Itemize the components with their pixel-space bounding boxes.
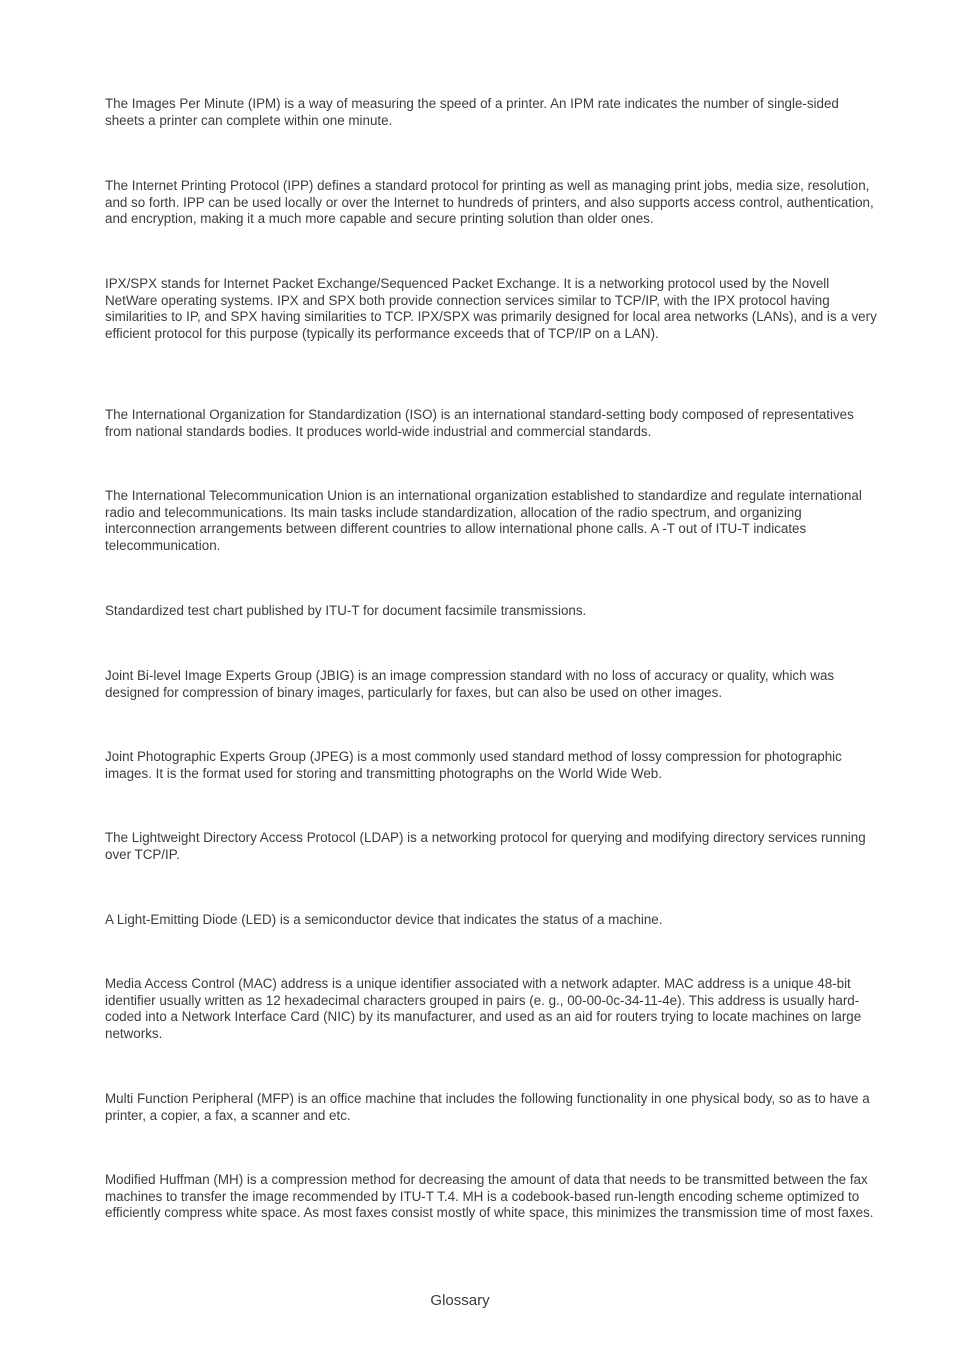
glossary-entry-ldap: The Lightweight Directory Access Protocol (LDAP) is a networking protocol for querying and modifying directory services running over TCP/IP. <box>105 830 866 862</box>
glossary-entry-mfp: Multi Function Peripheral (MFP) is an office machine that includes the following functionality in one physical body, so as to have a printer, a copier, a fax, a scanner and etc. <box>105 1091 870 1123</box>
glossary-entry-mac-address: Media Access Control (MAC) address is a unique identifier associated with a network adapter. MAC address is a unique 48-bit identifier usually written as 12 hexadecimal characters grouped in pairs (e. g., 00-00-0c-34-11-4e). This address is usually hard-coded into a Network Interface Card (NIC) by its manufacturer, and used as an aid for routers trying to locate machines on large networks. <box>105 976 862 1041</box>
glossary-entry-jpeg: Joint Photographic Experts Group (JPEG) is a most commonly used standard method of lossy compression for photographic images. It is the format used for storing and transmitting photographs on the World Wide Web. <box>105 749 842 781</box>
glossary-entry-ipp: The Internet Printing Protocol (IPP) defines a standard protocol for printing as well as managing print jobs, media size, resolution, and so forth. IPP can be used locally or over the Internet to hundreds of printers, and also supports access control, authentication, and encryption, making it a much more capable and secure printing solution than older ones. <box>105 178 874 226</box>
glossary-entry-mh: Modified Huffman (MH) is a compression method for decreasing the amount of data that needs to be transmitted between the fax machines to transfer the image recommended by ITU-T T.4. MH is a codebook-based run-length encoding scheme optimized to efficiently compress white space. As most faxes consist mostly of white space, this minimizes the transmission time of most faxes. <box>105 1172 874 1220</box>
page-footer-glossary: Glossary <box>430 1292 490 1309</box>
glossary-entry-ipm: The Images Per Minute (IPM) is a way of measuring the speed of a printer. An IPM rate indicates the number of single-sided sheets a printer can complete within one minute. <box>105 96 839 128</box>
glossary-entry-led: A Light-Emitting Diode (LED) is a semiconductor device that indicates the status of a machine. <box>105 912 663 927</box>
glossary-entry-iso: The International Organization for Standardization (ISO) is an international standard-setting body composed of representatives from national standards bodies. It produces world-wide industrial and commercial standards. <box>105 407 854 439</box>
glossary-entry-itu-t: The International Telecommunication Union is an international organization established to standardize and regulate international radio and telecommunications. Its main tasks include standardization, allocation of the radio spectrum, and organizing interconnection arrangements between different countries to allow international phone calls. A -T out of ITU-T indicates telecommunication. <box>105 488 862 553</box>
glossary-entry-jbig: Joint Bi-level Image Experts Group (JBIG) is an image compression standard with no loss of accuracy or quality, which was designed for compression of binary images, particularly for faxes, but can also be used on other images. <box>105 668 835 700</box>
glossary-entry-itu-t-chart: Standardized test chart published by ITU-T for document facsimile transmissions. <box>105 603 587 618</box>
glossary-entry-ipx-spx: IPX/SPX stands for Internet Packet Exchange/Sequenced Packet Exchange. It is a networking protocol used by the Novell NetWare operating systems. IPX and SPX both provide connection services similar to TCP/IP, with the IPX protocol having similarities to IP, and SPX having similarities to TCP. IPX/SPX was primarily designed for local area networks (LANs), and is a very efficient protocol for this purpose (typically its performance exceeds that of TCP/IP on a LAN). <box>105 276 877 341</box>
